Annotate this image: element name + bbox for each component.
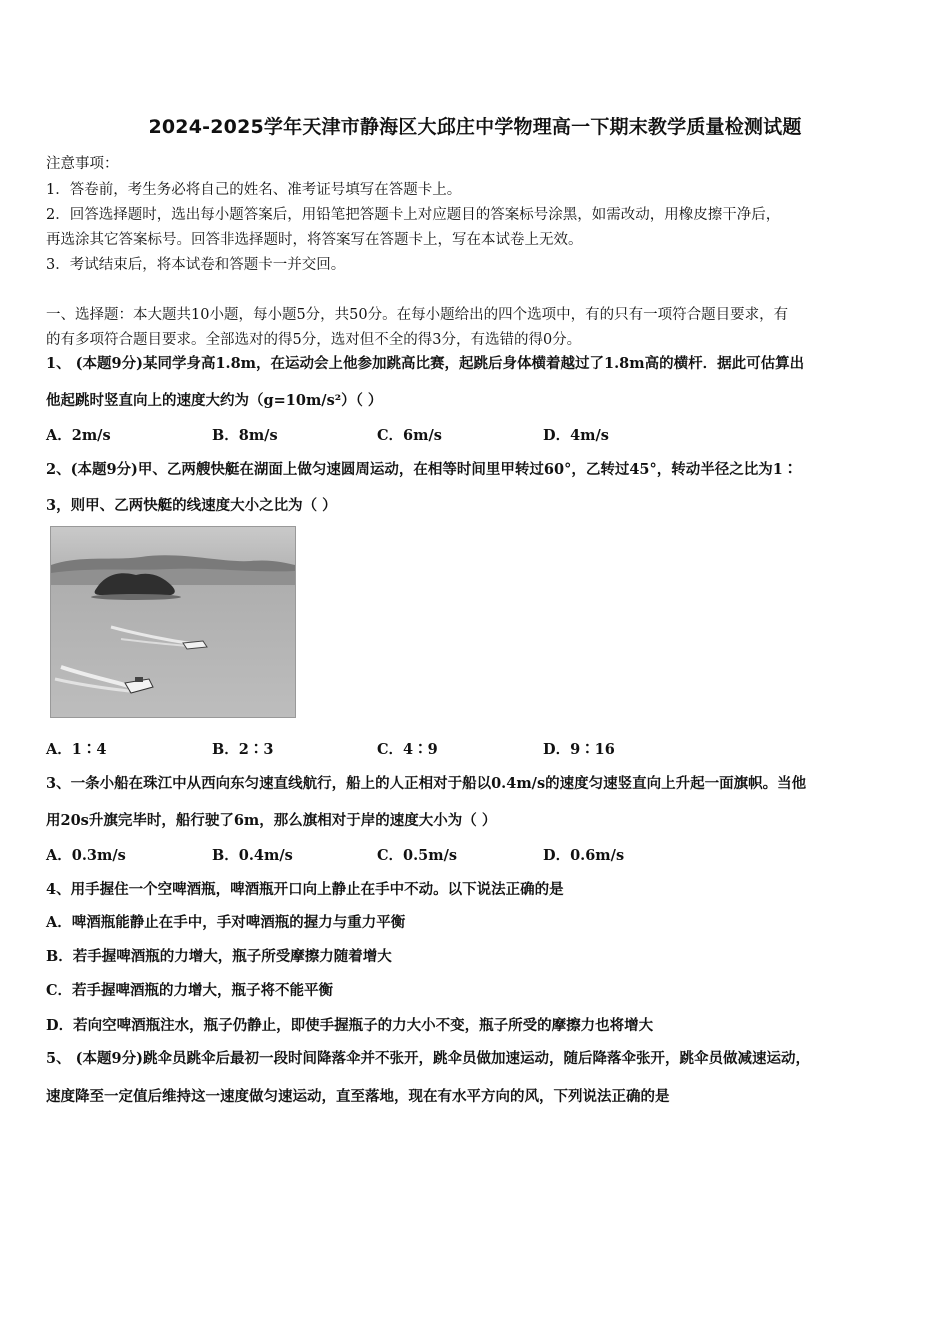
- option-c[interactable]: C．6m/s: [377, 427, 442, 444]
- option-d[interactable]: D．若向空啤酒瓶注水，瓶子仍静止，即使手握瓶子的力大小不变，瓶子所受的摩擦力也将增大: [46, 1017, 654, 1034]
- question-2-text: 3，则甲、乙两快艇的线速度大小之比为（ ）: [46, 497, 337, 514]
- option-c[interactable]: C．0.5m/s: [377, 847, 458, 864]
- option-a[interactable]: A．2m/s: [46, 427, 111, 444]
- speedboat-lake-photo: [50, 526, 296, 718]
- option-d[interactable]: D．4m/s: [543, 427, 609, 444]
- question-2-text: 2、(本题9分)甲、乙两艘快艇在湖面上做匀速圆周运动，在相等时间里甲转过60°，乙转过45°，转动半径之比为1∶: [46, 461, 798, 478]
- option-a[interactable]: A．1∶4: [46, 741, 107, 758]
- option-c[interactable]: C．4∶9: [377, 741, 438, 758]
- option-b[interactable]: B．若手握啤酒瓶的力增大，瓶子所受摩擦力随着增大: [46, 948, 392, 965]
- question-3-text: 用20s升旗完毕时，船行驶了6m，那么旗相对于岸的速度大小为（ ）: [46, 812, 497, 829]
- option-a[interactable]: A．0.3m/s: [46, 847, 126, 864]
- notice-item: 2．回答选择题时，选出每小题答案后，用铅笔把答题卡上对应题目的答案标号涂黑，如需改动，用橡皮擦干净后，: [46, 207, 781, 223]
- question-5-text: 速度降至一定值后维持这一速度做匀速运动，直至落地，现在有水平方向的风，下列说法正确的是: [46, 1088, 670, 1105]
- notice-heading: 注意事项：: [46, 156, 119, 172]
- option-b[interactable]: B．0.4m/s: [212, 847, 293, 864]
- notice-item: 再选涂其它答案标号。回答非选择题时，将答案写在答题卡上，写在本试卷上无效。: [46, 232, 583, 248]
- page-title: 2024-2025学年天津市静海区大邱庄中学物理高一下期末教学质量检测试题: [148, 116, 802, 138]
- question-5-text: 5、 (本题9分)跳伞员跳伞后最初一段时间降落伞并不张开，跳伞员做加速运动，随后降落伞张开，跳伞员做减速运动，: [46, 1050, 810, 1067]
- option-a[interactable]: A．啤酒瓶能静止在手中，手对啤酒瓶的握力与重力平衡: [46, 914, 406, 931]
- option-d[interactable]: D．9∶16: [543, 741, 615, 758]
- notice-item: 1．答卷前，考生务必将自己的姓名、准考证号填写在答题卡上。: [46, 182, 462, 198]
- question-1-text: 1、 (本题9分)某同学身高1.8m，在运动会上他参加跳高比赛，起跳后身体横着越过了1.8m高的横杆．据此可估算出: [46, 355, 805, 372]
- option-c[interactable]: C．若手握啤酒瓶的力增大，瓶子将不能平衡: [46, 982, 334, 999]
- section-intro: 一、选择题：本大题共10小题，每小题5分，共50分。在每小题给出的四个选项中，有的只有一项符合题目要求，有: [46, 307, 789, 323]
- option-b[interactable]: B．2∶3: [212, 741, 274, 758]
- question-4-text: 4、用手握住一个空啤酒瓶，啤酒瓶开口向上静止在手中不动。以下说法正确的是: [46, 881, 564, 898]
- section-intro: 的有多项符合题目要求。全部选对的得5分，选对但不全的得3分，有选错的得0分。: [46, 332, 582, 348]
- question-1-text: 他起跳时竖直向上的速度大约为（g=10m/s²）（ ）: [46, 392, 383, 409]
- question-3-text: 3、一条小船在珠江中从西向东匀速直线航行，船上的人正相对于船以0.4m/s的速度匀速竖直向上升起一面旗帜。当他: [46, 775, 807, 792]
- option-b[interactable]: B．8m/s: [212, 427, 278, 444]
- notice-item: 3．考试结束后，将本试卷和答题卡一并交回。: [46, 257, 346, 273]
- option-d[interactable]: D．0.6m/s: [543, 847, 625, 864]
